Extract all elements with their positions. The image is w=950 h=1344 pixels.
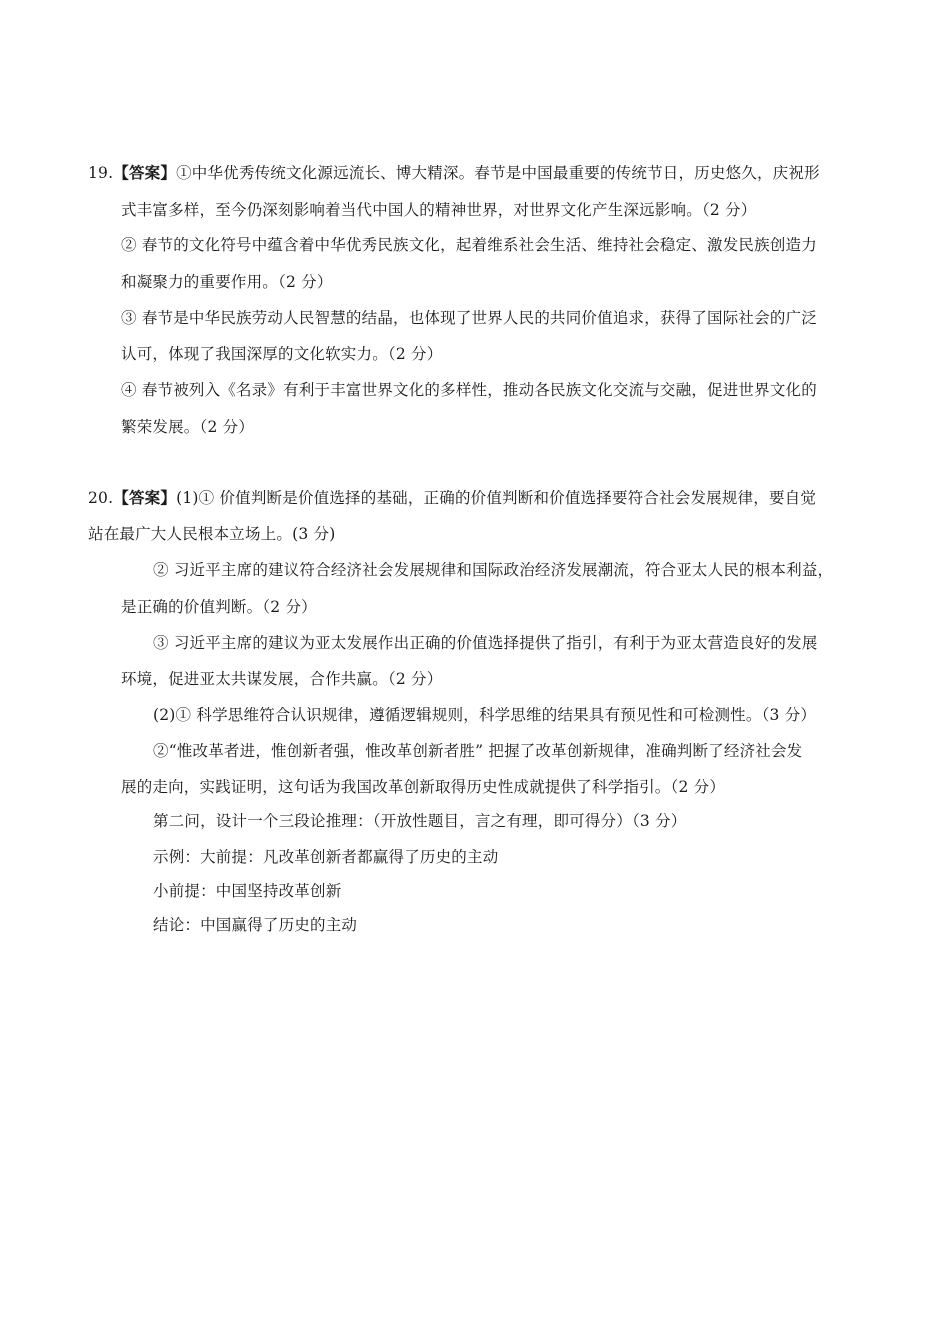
q20-line-8: ②“惟改革者进，惟创新者强，惟改革创新者胜” 把握了改革创新规律，准确判断了经济社会发 [153,742,803,760]
q20-line-12: 小前提：中国坚持改革创新 [153,882,342,900]
q20-line-7: (2)① 科学思维符合认识规律，遵循逻辑规则，科学思维的结果具有预见性和可检测性。（3 分） [153,706,817,724]
q19-line-7: ④ 春节被列入《名录》有利于丰富世界文化的多样性，推动各民族文化交流与交融，促进世界文化的 [121,381,817,399]
q20-answer-tag: 【答案】 [113,488,177,507]
q20-line-11: 示例：大前提：凡改革创新者都赢得了历史的主动 [153,848,499,866]
q19-line-5: ③ 春节是中华民族劳动人民智慧的结晶，也体现了世界人民的共同价值追求，获得了国际社会的广泛 [121,309,817,327]
q19-line-1 [88,163,820,183]
q20-number: 20. [88,489,114,507]
q20-line-6: 环境，促进亚太共谋发展，合作共赢。（2 分） [121,670,443,688]
q20-line-10: 第二问，设计一个三段论推理：（开放性题目，言之有理，即可得分）（3 分） [153,812,687,830]
q20-line-2: 站在最广大人民根本立场上。(3 分) [88,525,336,543]
q20-line-3: ② 习近平主席的建议符合经济社会发展规律和国际政治经济发展潮流，符合亚太人民的根本利益， [153,561,834,579]
q20-line-4: 是正确的价值判断。（2 分） [121,598,317,616]
q20-line-1 [88,488,816,508]
q19-line-6: 认可，体现了我国深厚的文化软实力。（2 分） [121,345,443,363]
q20-line-9: 展的走向，实践证明，这句话为我国改革创新取得历史性成就提供了科学指引。（2 分） [121,778,726,796]
q20-line-13: 结论：中国赢得了历史的主动 [153,916,358,934]
q19-answer-tag: 【答案】 [113,163,177,182]
q19-number: 19. [88,164,114,182]
q20-text: (1)① 价值判断是价值选择的基础，正确的价值判断和价值选择要符合社会发展规律，要自觉 [176,489,817,507]
q20-line-5: ③ 习近平主席的建议为亚太发展作出正确的价值选择提供了指引，有利于为亚太营造良好的发展 [153,634,818,652]
q19-line-4: 和凝聚力的重要作用。（2 分） [121,273,333,291]
q19-line-8: 繁荣发展。（2 分） [121,418,255,436]
q19-line-2: 式丰富多样，至今仍深刻影响着当代中国人的精神世界，对世界文化产生深远影响。（2 分） [121,201,757,219]
q19-text: ①中华优秀传统文化源远流长、博大精深。春节是中国最重要的传统节日，历史悠久，庆祝形 [176,164,820,182]
q19-line-3: ② 春节的文化符号中蕴含着中华优秀民族文化，起着维系社会生活、维持社会稳定、激发民族创造力 [121,236,817,254]
